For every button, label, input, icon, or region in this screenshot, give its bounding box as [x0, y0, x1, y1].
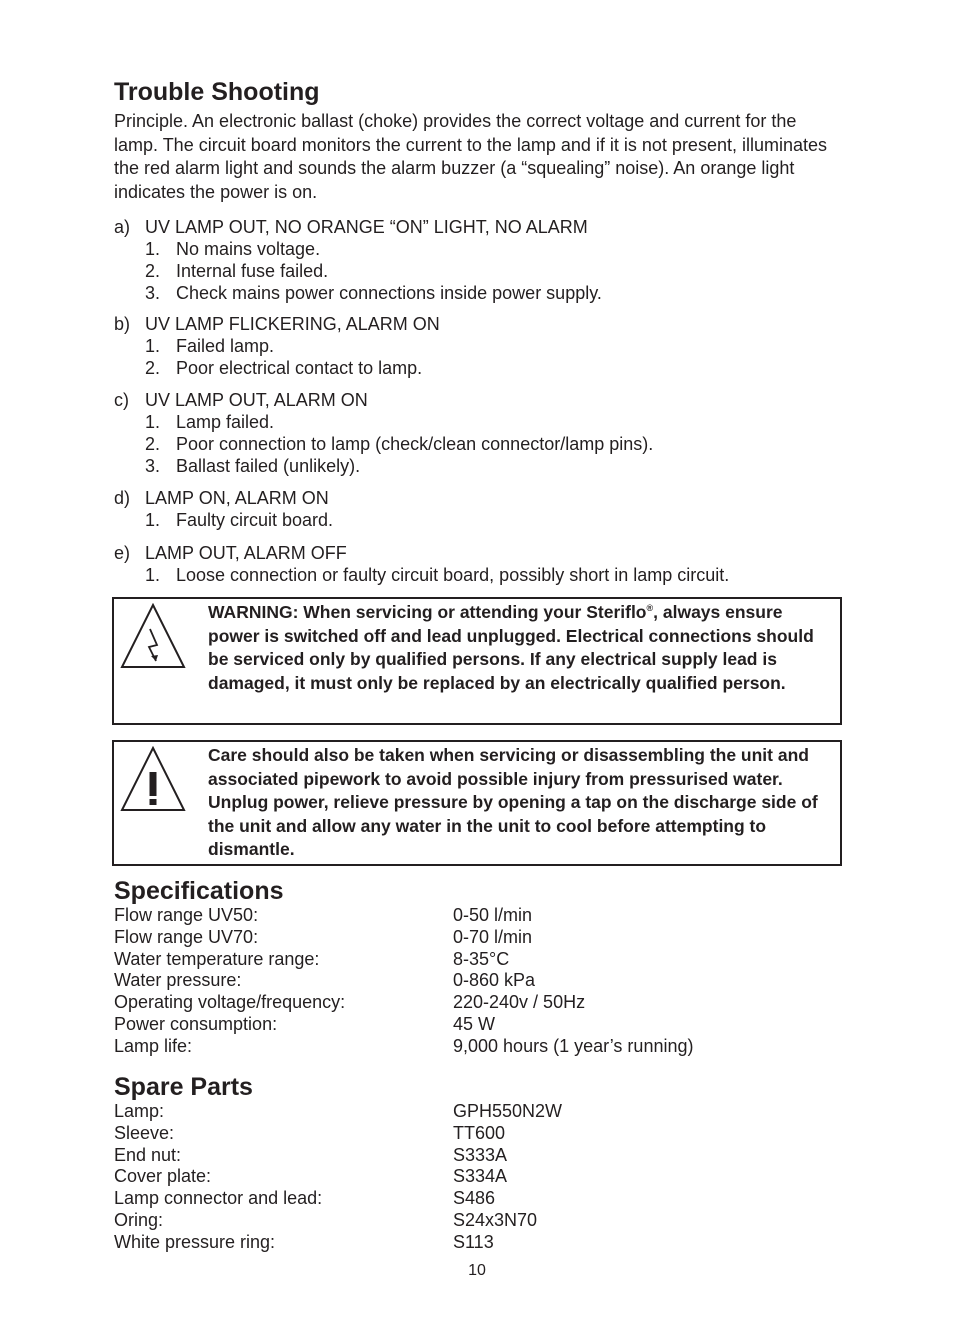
spec-label: Operating voltage/frequency: [114, 992, 346, 1013]
issue-letter: b) [114, 314, 131, 334]
item-text: Poor electrical contact to lamp. [176, 358, 423, 378]
item-number: 3. [145, 283, 161, 303]
part-code: S334A [453, 1166, 508, 1187]
issue-letter: e) [114, 543, 131, 563]
registered-mark: ® [646, 603, 654, 614]
part-row [114, 1188, 842, 1210]
item-number: 1. [145, 239, 161, 259]
spec-label: Flow range UV70: [114, 926, 259, 947]
list-item [114, 564, 729, 586]
issue-d [114, 487, 333, 531]
part-code: S333A [453, 1144, 508, 1165]
list-item [114, 357, 440, 379]
part-code: S113 [453, 1231, 494, 1252]
issue-b [114, 313, 440, 379]
part-label: Sleeve: [114, 1122, 175, 1143]
item-text: Faulty circuit board. [176, 510, 334, 530]
electrical-hazard-icon [120, 603, 186, 669]
spec-row [114, 992, 842, 1014]
spec-label: Water temperature range: [114, 948, 320, 969]
trouble-shooting-title: Trouble Shooting [114, 78, 320, 106]
spare-parts-title: Spare Parts [114, 1073, 253, 1101]
spec-row [114, 1014, 842, 1036]
spec-value: 0-860 kPa [453, 970, 536, 991]
part-label: Oring: [114, 1209, 164, 1230]
item-text: Lamp failed. [176, 412, 275, 432]
issue-heading: UV LAMP OUT, NO ORANGE “ON” LIGHT, NO ALARM [145, 217, 588, 237]
part-label: Cover plate: [114, 1166, 212, 1187]
spec-row [114, 970, 842, 992]
list-item [114, 433, 653, 455]
spec-row [114, 1036, 842, 1058]
item-text: Check mains power connections inside power supply. [176, 283, 602, 303]
exclamation-warning-icon [120, 746, 186, 812]
spec-label: Lamp life: [114, 1035, 193, 1056]
part-row [114, 1210, 842, 1232]
issue-e [114, 542, 729, 586]
list-item [114, 260, 602, 282]
item-text: No mains voltage. [176, 239, 321, 259]
issue-heading: UV LAMP OUT, ALARM ON [145, 390, 368, 410]
spec-value: 0-50 l/min [453, 905, 533, 925]
spec-label: Flow range UV50: [114, 905, 259, 925]
item-number: 2. [145, 434, 161, 454]
item-number: 2. [145, 261, 161, 281]
part-label: Lamp connector and lead: [114, 1188, 323, 1209]
item-text: Ballast failed (unlikely). [176, 456, 361, 476]
part-row [114, 1123, 842, 1145]
spec-value: 0-70 l/min [453, 926, 533, 947]
spec-label: Power consumption: [114, 1013, 278, 1034]
item-number: 2. [145, 358, 161, 378]
spec-label: Water pressure: [114, 970, 242, 991]
part-row [114, 1232, 842, 1254]
part-row [114, 1101, 842, 1123]
issue-c [114, 389, 653, 477]
specifications-title: Specifications [114, 877, 284, 905]
issue-heading: LAMP ON, ALARM ON [145, 488, 329, 508]
part-code: S24x3N70 [453, 1209, 538, 1230]
item-number: 1. [145, 412, 161, 432]
pressure-warning-text: Care should also be taken when servicing or disassembling the unit and associated pipework to avoid possible injury from pressurised water. Unplug power, relieve pressure by opening a tap on the discharge side of the unit and allow any water in the unit to cool before attempting to dismantle. [208, 745, 818, 860]
list-item [114, 238, 602, 260]
part-code: S486 [453, 1188, 496, 1209]
list-item [114, 282, 602, 304]
list-item [114, 455, 653, 477]
item-text: Internal fuse failed. [176, 261, 329, 281]
list-item [114, 509, 333, 531]
issue-a [114, 216, 602, 304]
spec-row [114, 949, 842, 971]
spare-parts-table [114, 1101, 842, 1254]
spec-value: 8-35°C [453, 948, 510, 969]
list-item [114, 335, 440, 357]
part-label: End nut: [114, 1144, 182, 1165]
part-code: GPH550N2W [453, 1101, 563, 1121]
issue-letter: d) [114, 488, 131, 508]
part-row [114, 1166, 842, 1188]
item-number: 1. [145, 510, 161, 530]
spec-value: 45 W [453, 1013, 496, 1034]
part-row [114, 1145, 842, 1167]
item-number: 1. [145, 336, 161, 356]
list-item [114, 411, 653, 433]
specifications-table [114, 905, 842, 1058]
pressure-warning-box [112, 740, 842, 866]
item-number: 3. [145, 456, 161, 476]
spec-value: 220-240v / 50Hz [453, 992, 586, 1013]
issue-heading: UV LAMP FLICKERING, ALARM ON [145, 314, 440, 334]
part-code: TT600 [453, 1122, 506, 1143]
issue-letter: a) [114, 217, 131, 237]
issue-letter: c) [114, 390, 129, 410]
electrical-warning-text [208, 599, 840, 699]
part-label: Lamp: [114, 1101, 165, 1121]
item-number: 1. [145, 565, 161, 585]
electrical-warning-box [112, 597, 842, 725]
item-text: Failed lamp. [176, 336, 275, 356]
spec-value: 9,000 hours (1 year’s running) [453, 1035, 694, 1056]
principle-paragraph: Principle. An electronic ballast (choke) provides the correct voltage and current for the lamp. The circuit board monitors the current to the lamp and if it is not present, illuminates the red alarm light and sounds the alarm buzzer (a “squealing” noise). An orange light indicates the power is on. [114, 111, 828, 202]
spec-row [114, 927, 842, 949]
issue-heading: LAMP OUT, ALARM OFF [145, 543, 347, 563]
part-label: White pressure ring: [114, 1231, 276, 1252]
item-text: Loose connection or faulty circuit board, possibly short in lamp circuit. [176, 565, 730, 585]
warning-text-end: , always ensure power is switched off and lead unplugged. Electrical connections should be serviced only by qualified persons. If any electrical supply lead is damaged, it must only be replaced by an electrically qualified person. [208, 602, 814, 693]
warning-text-start: WARNING: When servicing or attending your Steriflo [208, 602, 647, 622]
spec-row [114, 905, 842, 927]
item-text: Poor connection to lamp (check/clean connector/lamp pins). [176, 434, 654, 454]
page-number: 10 [468, 1262, 486, 1279]
